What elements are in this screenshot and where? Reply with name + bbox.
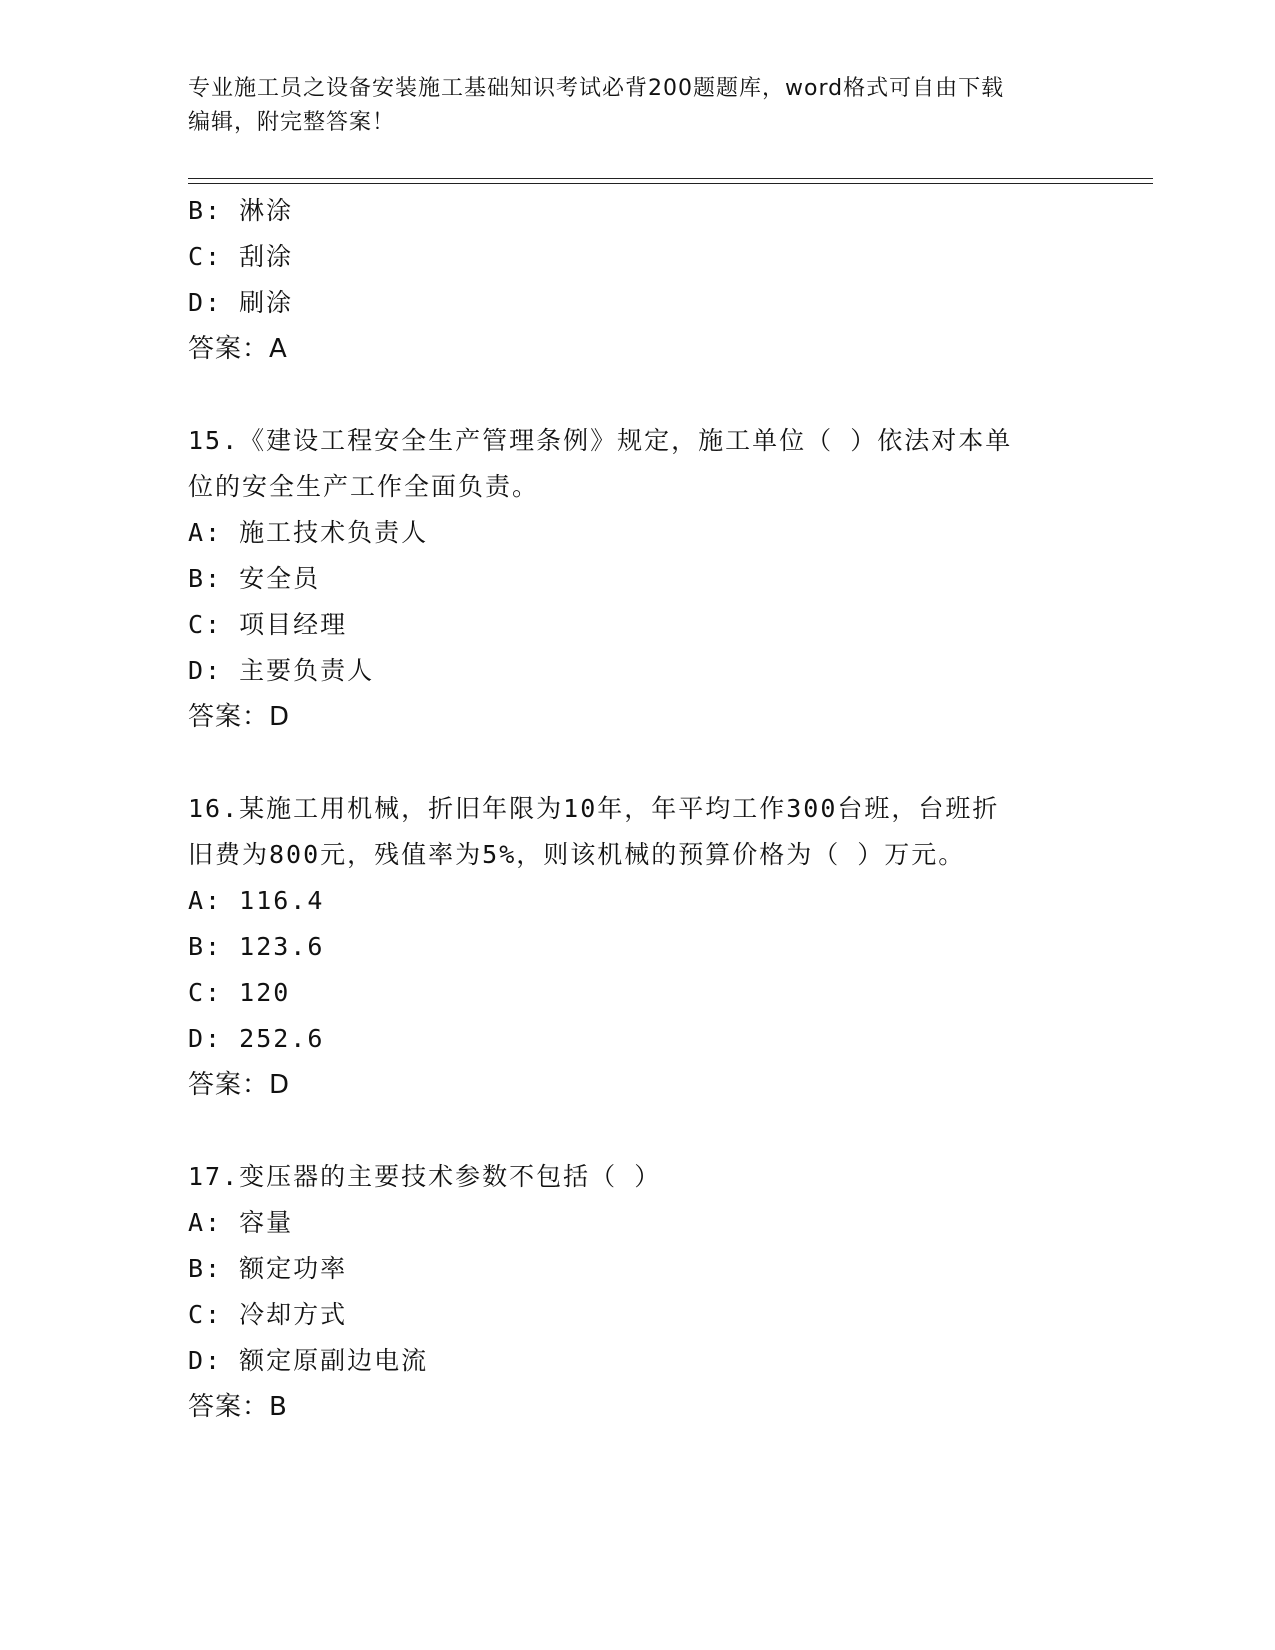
answer-line: 答案：D	[188, 702, 291, 732]
header-divider-top	[188, 178, 1153, 179]
option-b: B: 123.6	[188, 932, 325, 961]
option-c: C: 冷却方式	[188, 1300, 348, 1329]
option-c: C: 项目经理	[188, 610, 348, 639]
option-a: A: 容量	[188, 1208, 294, 1237]
document-header	[188, 72, 1088, 140]
question-15	[188, 418, 1088, 740]
header-title-line-1: 专业施工员之设备安装施工基础知识考试必背200题题库，word格式可自由下载	[188, 76, 1005, 101]
question-content	[188, 188, 1088, 1430]
option-d: D: 252.6	[188, 1024, 325, 1053]
question-stem-line: 16.某施工用机械，折旧年限为10年，年平均工作300台班，台班折	[188, 794, 1000, 823]
answer-line: 答案：B	[188, 1392, 288, 1422]
option-d: D: 额定原副边电流	[188, 1346, 429, 1375]
option-a: A: 116.4	[188, 886, 325, 915]
answer-line: 答案：D	[188, 1070, 291, 1100]
option-a: A: 施工技术负责人	[188, 518, 429, 547]
header-title-line-2: 编辑，附完整答案！	[188, 110, 396, 135]
option-c: C: 刮涂	[188, 242, 294, 271]
question-stem-line: 17.变压器的主要技术参数不包括（ ）	[188, 1162, 662, 1191]
question-stem-line: 位的安全生产工作全面负责。	[188, 472, 540, 501]
option-b: B: 安全员	[188, 564, 321, 593]
option-c: C: 120	[188, 978, 291, 1007]
answer-line: 答案：A	[188, 334, 288, 364]
question-17	[188, 1154, 1088, 1430]
question-stem-line: 旧费为800元，残值率为5%，则该机械的预算价格为（ ）万元。	[188, 840, 966, 869]
header-divider-bottom	[188, 183, 1153, 184]
option-b: B: 额定功率	[188, 1254, 348, 1283]
question-14-fragment	[188, 188, 1088, 372]
option-d: D: 刷涂	[188, 288, 294, 317]
option-b: B: 淋涂	[188, 196, 294, 225]
question-16	[188, 786, 1088, 1108]
option-d: D: 主要负责人	[188, 656, 375, 685]
question-stem-line: 15.《建设工程安全生产管理条例》规定，施工单位（ ）依法对本单	[188, 426, 1013, 455]
